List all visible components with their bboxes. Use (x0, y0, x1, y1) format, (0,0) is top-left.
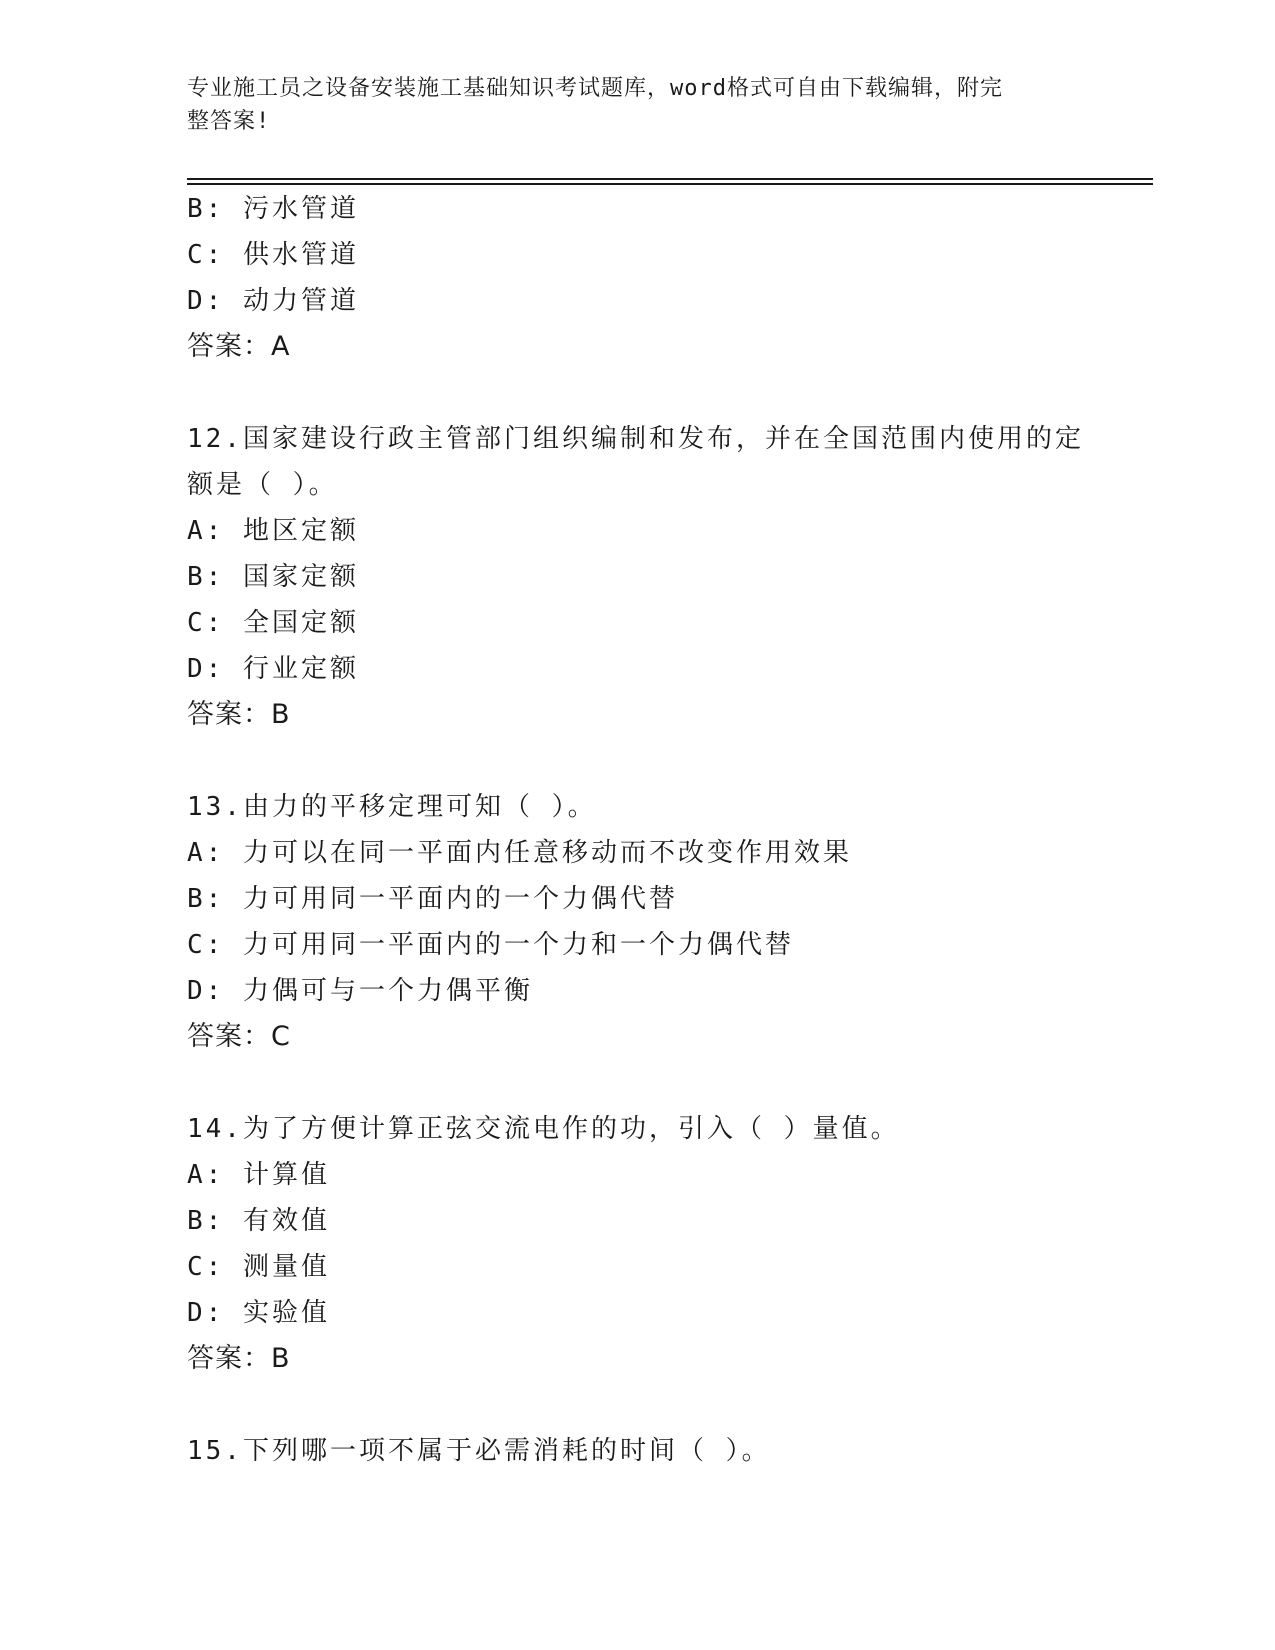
option-d: D: 动力管道 (187, 286, 359, 316)
question-15 (187, 1428, 1087, 1474)
answer: 答案：A (187, 331, 291, 362)
spacer (187, 370, 1087, 416)
question-stem: 12.国家建设行政主管部门组织编制和发布，并在全国范围内使用的定 (187, 424, 1084, 454)
option-b: B: 有效值 (187, 1206, 330, 1236)
answer: 答案：B (187, 1343, 291, 1374)
option-b: B: 污水管道 (187, 194, 359, 224)
document-header (187, 72, 1067, 138)
question-13 (187, 784, 1087, 1060)
option-c: C: 力可用同一平面内的一个力和一个力偶代替 (187, 930, 794, 960)
header-rule-bottom (187, 183, 1153, 185)
option-c: C: 供水管道 (187, 240, 359, 270)
spacer (187, 1060, 1087, 1106)
question-14 (187, 1106, 1087, 1382)
header-line-1: 专业施工员之设备安装施工基础知识考试题库，word格式可自由下载编辑，附完 (187, 76, 1003, 101)
header-rule-top (187, 178, 1153, 180)
option-a: A: 计算值 (187, 1160, 330, 1190)
question-stem: 14.为了方便计算正弦交流电作的功，引入（ ）量值。 (187, 1114, 900, 1144)
option-b: B: 力可用同一平面内的一个力偶代替 (187, 884, 678, 914)
spacer (187, 738, 1087, 784)
spacer (187, 1382, 1087, 1428)
question-12 (187, 416, 1087, 738)
option-a: A: 地区定额 (187, 516, 359, 546)
option-d: D: 行业定额 (187, 654, 359, 684)
option-d: D: 实验值 (187, 1298, 330, 1328)
header-line-2: 整答案! (187, 109, 271, 134)
option-b: B: 国家定额 (187, 562, 359, 592)
answer: 答案：B (187, 699, 291, 730)
answer: 答案：C (187, 1021, 291, 1052)
option-c: C: 全国定额 (187, 608, 359, 638)
question-content (187, 186, 1087, 1474)
option-a: A: 力可以在同一平面内任意移动而不改变作用效果 (187, 838, 852, 868)
option-c: C: 测量值 (187, 1252, 330, 1282)
question-stem-continued: 额是（ ）。 (187, 470, 338, 500)
option-d: D: 力偶可与一个力偶平衡 (187, 976, 533, 1006)
question-11-continued (187, 186, 1087, 370)
question-stem: 13.由力的平移定理可知（ ）。 (187, 792, 597, 822)
question-stem: 15.下列哪一项不属于必需消耗的时间（ ）。 (187, 1436, 771, 1466)
